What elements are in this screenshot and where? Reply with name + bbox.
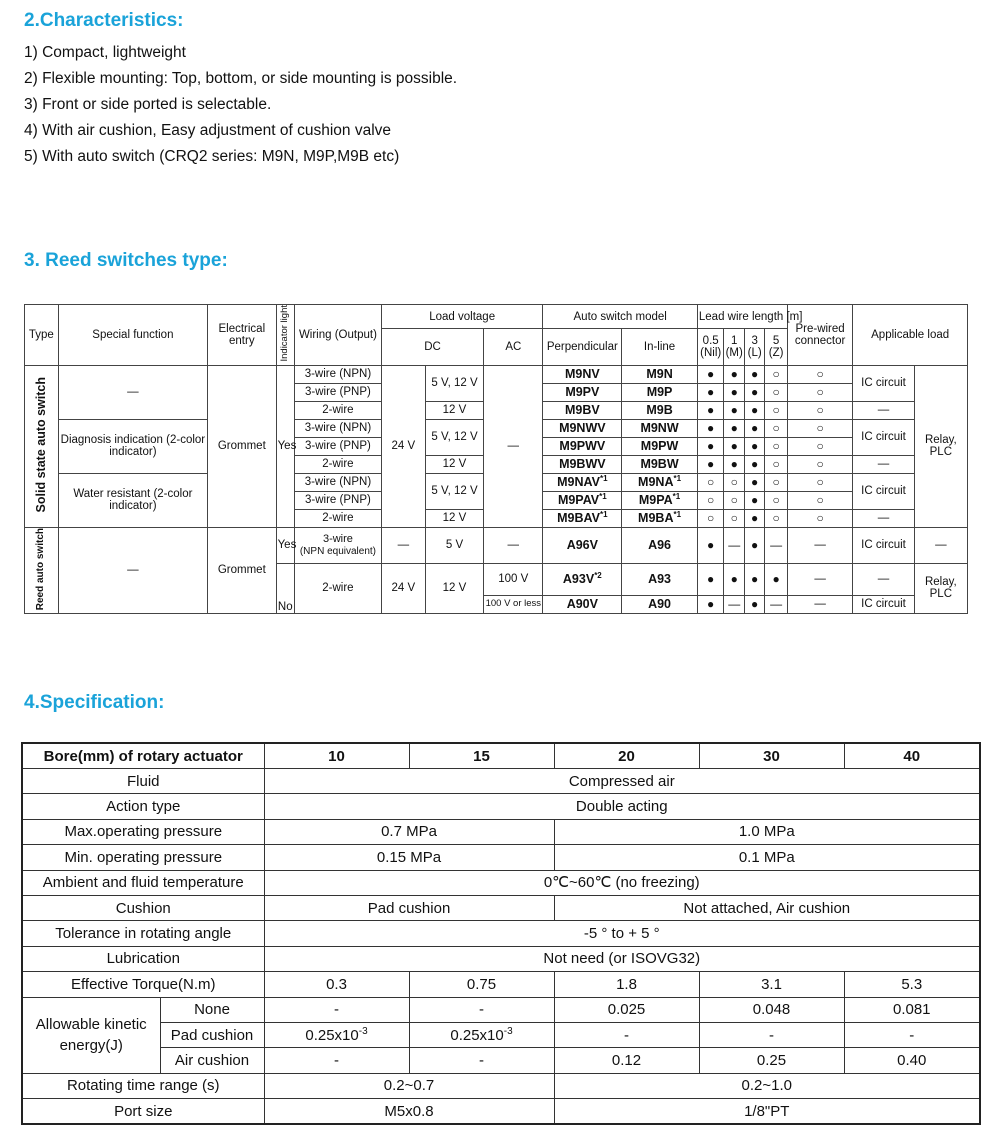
row-value: - bbox=[699, 1022, 844, 1047]
open-circle-icon: ○ bbox=[697, 509, 724, 527]
model-cell: M9NA$^{*1}$ bbox=[622, 473, 698, 491]
header-length-1: 1 (M) bbox=[724, 329, 744, 365]
filled-circle-icon: ● bbox=[697, 527, 724, 563]
header-length-5: 5 (Z) bbox=[765, 329, 787, 365]
filled-circle-icon: ● bbox=[724, 365, 744, 383]
list-item: 4) With air cushion, Easy adjustment of cushion valve bbox=[24, 122, 392, 139]
open-circle-icon: ○ bbox=[787, 473, 852, 491]
row-value: - bbox=[264, 1048, 409, 1073]
row-value: M5x0.8 bbox=[264, 1099, 554, 1125]
table-row bbox=[22, 1022, 980, 1047]
pre-wired-cell: — bbox=[787, 527, 852, 563]
table-row bbox=[22, 946, 980, 971]
dash-mark: — bbox=[765, 595, 787, 613]
row-value: 0.15 MPa bbox=[264, 845, 554, 870]
header-pre-wired: Pre-wired connector bbox=[787, 305, 852, 366]
filled-circle-icon: ● bbox=[697, 365, 724, 383]
open-circle-icon: ○ bbox=[765, 365, 787, 383]
load-cell: IC circuit bbox=[853, 419, 914, 455]
model-cell: M9PWV bbox=[543, 437, 622, 455]
wiring-cell: 2-wire bbox=[294, 401, 381, 419]
open-circle-icon: ○ bbox=[765, 509, 787, 527]
dc-sub-cell: 12 V bbox=[425, 563, 483, 613]
model-cell: A96V bbox=[543, 527, 622, 563]
row-value: 0.7 MPa bbox=[264, 819, 554, 844]
row-value: -5 ° to + 5 ° bbox=[264, 921, 980, 946]
bore-label: Bore(mm) of rotary actuator bbox=[22, 743, 264, 769]
table-row bbox=[22, 769, 980, 794]
model-cell: A90 bbox=[622, 595, 698, 613]
model-cell: M9PAV$^{*1}$ bbox=[543, 491, 622, 509]
dc-sub-cell: 5 V, 12 V bbox=[425, 365, 483, 401]
bore-value: 20 bbox=[554, 743, 699, 769]
header-load-voltage: Load voltage bbox=[381, 305, 543, 329]
filled-circle-icon: ● bbox=[724, 383, 744, 401]
indicator-cell: No bbox=[276, 563, 294, 613]
header-type: Type bbox=[25, 305, 59, 366]
model-cell: M9PV bbox=[543, 383, 622, 401]
dash-mark: — bbox=[765, 527, 787, 563]
filled-circle-icon: ● bbox=[724, 401, 744, 419]
filled-circle-icon: ● bbox=[744, 455, 764, 473]
characteristics-list bbox=[24, 40, 457, 170]
special-function-cell: — bbox=[58, 365, 207, 419]
reed-switch-label: Reed auto switch bbox=[35, 527, 47, 610]
table-row bbox=[22, 819, 980, 844]
solid-state-type-cell bbox=[25, 365, 59, 527]
table-row bbox=[22, 921, 980, 946]
row-value: 0.2~1.0 bbox=[554, 1073, 980, 1098]
row-value: 0.048 bbox=[699, 997, 844, 1022]
load-relay-cell: — bbox=[914, 527, 967, 563]
indicator-cell: Yes bbox=[276, 365, 294, 527]
open-circle-icon: ○ bbox=[787, 419, 852, 437]
row-label: Min. operating pressure bbox=[22, 845, 264, 870]
sub-row-label: Pad cushion bbox=[160, 1022, 264, 1047]
model-cell: M9N bbox=[622, 365, 698, 383]
row-value: 0.1 MPa bbox=[554, 845, 980, 870]
row-value: 0.3 bbox=[264, 972, 409, 997]
row-value: 0.12 bbox=[554, 1048, 699, 1073]
table-row bbox=[22, 845, 980, 870]
open-circle-icon: ○ bbox=[697, 473, 724, 491]
row-value: Compressed air bbox=[264, 769, 980, 794]
load-cell: IC circuit bbox=[853, 527, 914, 563]
specification-table bbox=[21, 742, 981, 1125]
wiring-cell: 2-wire bbox=[294, 509, 381, 527]
header-special-function: Special function bbox=[58, 305, 207, 366]
model-cell: $A93V^{*2}$ bbox=[543, 563, 622, 595]
bore-value: 30 bbox=[699, 743, 844, 769]
model-cell: M9BA$^{*1}$ bbox=[622, 509, 698, 527]
electrical-entry-cell: Grommet bbox=[208, 527, 277, 613]
model-cell: M9NV bbox=[543, 365, 622, 383]
filled-circle-icon: ● bbox=[744, 365, 764, 383]
row-value: 0℃~60℃ (no freezing) bbox=[264, 870, 980, 895]
open-circle-icon: ○ bbox=[765, 401, 787, 419]
specification-heading: 4.Specification: bbox=[24, 692, 165, 713]
reed-switches-heading: 3. Reed switches type: bbox=[24, 250, 228, 271]
row-label: Allowable kinetic energy(J) bbox=[22, 997, 160, 1073]
table-row bbox=[22, 895, 980, 920]
indicator-cell: Yes bbox=[276, 527, 294, 563]
row-label: Max.operating pressure bbox=[22, 819, 264, 844]
filled-circle-icon: ● bbox=[744, 437, 764, 455]
ac-cell: — bbox=[484, 365, 543, 527]
open-circle-icon: ○ bbox=[765, 383, 787, 401]
dc-voltage-cell: 24 V bbox=[381, 365, 425, 527]
filled-circle-icon: ● bbox=[744, 527, 764, 563]
row-label: Ambient and fluid temperature bbox=[22, 870, 264, 895]
filled-circle-icon: ● bbox=[697, 401, 724, 419]
row-value: - bbox=[844, 1022, 980, 1047]
model-cell: A90V bbox=[543, 595, 622, 613]
model-cell: M9B bbox=[622, 401, 698, 419]
open-circle-icon: ○ bbox=[724, 473, 744, 491]
load-cell: IC circuit bbox=[853, 365, 914, 401]
row-label: Lubrication bbox=[22, 946, 264, 971]
row-value: 1/8"PT bbox=[554, 1099, 980, 1125]
open-circle-icon: ○ bbox=[787, 455, 852, 473]
solid-state-label: Solid state auto switch bbox=[34, 376, 49, 513]
special-function-cell: Water resistant (2-color indicator) bbox=[58, 473, 207, 527]
bore-value: 15 bbox=[409, 743, 554, 769]
filled-circle-icon: ● bbox=[697, 437, 724, 455]
row-value: Not attached, Air cushion bbox=[554, 895, 980, 920]
row-label: Tolerance in rotating angle bbox=[22, 921, 264, 946]
filled-circle-icon: ● bbox=[744, 401, 764, 419]
row-label: Rotating time range (s) bbox=[22, 1073, 264, 1098]
row-value: 1.8 bbox=[554, 972, 699, 997]
row-value: 0.75 bbox=[409, 972, 554, 997]
open-circle-icon: ○ bbox=[724, 491, 744, 509]
open-circle-icon: ○ bbox=[787, 383, 852, 401]
model-cell: A93 bbox=[622, 563, 698, 595]
header-perpendicular: Perpendicular bbox=[543, 329, 622, 365]
reed-type-cell bbox=[25, 527, 59, 613]
filled-circle-icon: ● bbox=[724, 455, 744, 473]
header-length-05: 0.5 (Nil) bbox=[697, 329, 724, 365]
filled-circle-icon: ● bbox=[744, 563, 764, 595]
row-value: Double acting bbox=[264, 794, 980, 819]
dash-mark: — bbox=[724, 595, 744, 613]
filled-circle-icon: ● bbox=[744, 419, 764, 437]
filled-circle-icon: ● bbox=[697, 563, 724, 595]
table-row bbox=[22, 972, 980, 997]
dc-sub-cell: 12 V bbox=[425, 401, 483, 419]
header-lead-wire-length: Lead wire length [m] bbox=[697, 305, 787, 329]
ac-cell: 100 V bbox=[484, 563, 543, 595]
open-circle-icon: ○ bbox=[787, 509, 852, 527]
row-value: 0.25 bbox=[699, 1048, 844, 1073]
bore-value: 10 bbox=[264, 743, 409, 769]
electrical-entry-cell: Grommet bbox=[208, 365, 277, 527]
model-cell: M9NAV$^{*1}$ bbox=[543, 473, 622, 491]
ac-cell: — bbox=[484, 527, 543, 563]
special-function-cell: Diagnosis indication (2-color indicator) bbox=[58, 419, 207, 473]
open-circle-icon: ○ bbox=[765, 491, 787, 509]
header-wiring: Wiring (Output) bbox=[294, 305, 381, 366]
ac-cell: 100 V or less bbox=[484, 595, 543, 613]
model-cell: M9BW bbox=[622, 455, 698, 473]
filled-circle-icon: ● bbox=[697, 419, 724, 437]
model-cell: M9BWV bbox=[543, 455, 622, 473]
characteristics-heading: 2.Characteristics: bbox=[24, 10, 184, 31]
open-circle-icon: ○ bbox=[787, 365, 852, 383]
dc-voltage-cell: 24 V bbox=[381, 563, 425, 613]
row-label: Action type bbox=[22, 794, 264, 819]
row-value: 0.025 bbox=[554, 997, 699, 1022]
open-circle-icon: ○ bbox=[765, 455, 787, 473]
model-cell: M9PW bbox=[622, 437, 698, 455]
header-length-3: 3 (L) bbox=[744, 329, 764, 365]
header-dc: DC bbox=[381, 329, 483, 365]
model-cell: M9NWV bbox=[543, 419, 622, 437]
reed-switch-table bbox=[24, 304, 968, 614]
model-cell: M9BAV$^{*1}$ bbox=[543, 509, 622, 527]
table-row bbox=[22, 870, 980, 895]
wiring-cell: 3-wire (NPN) bbox=[294, 473, 381, 491]
row-value: 0.2~0.7 bbox=[264, 1073, 554, 1098]
dc-sub-cell: 12 V bbox=[425, 509, 483, 527]
table-row bbox=[22, 1048, 980, 1073]
filled-circle-icon: ● bbox=[724, 437, 744, 455]
load-cell: — bbox=[853, 509, 914, 527]
dc-sub-cell: 5 V, 12 V bbox=[425, 473, 483, 509]
load-cell: IC circuit bbox=[853, 473, 914, 509]
row-label: Port size bbox=[22, 1099, 264, 1125]
wiring-cell: 3-wire (NPN) bbox=[294, 419, 381, 437]
model-cell: A96 bbox=[622, 527, 698, 563]
filled-circle-icon: ● bbox=[765, 563, 787, 595]
pre-wired-cell: — bbox=[787, 563, 852, 595]
wiring-cell: 3-wire (NPN) bbox=[294, 365, 381, 383]
load-cell: IC circuit bbox=[853, 595, 914, 613]
row-value: 5.3 bbox=[844, 972, 980, 997]
row-value: - bbox=[554, 1022, 699, 1047]
model-cell: M9BV bbox=[543, 401, 622, 419]
row-value: $0.25x10^{-3}$ bbox=[409, 1022, 554, 1047]
sub-row-label: Air cushion bbox=[160, 1048, 264, 1073]
dc-voltage-cell: — bbox=[381, 527, 425, 563]
row-value: - bbox=[264, 997, 409, 1022]
filled-circle-icon: ● bbox=[697, 383, 724, 401]
pre-wired-cell: — bbox=[787, 595, 852, 613]
header-auto-switch-model: Auto switch model bbox=[543, 305, 697, 329]
open-circle-icon: ○ bbox=[697, 491, 724, 509]
wiring-cell: 3-wire (NPN equivalent) bbox=[294, 527, 381, 563]
special-function-cell: — bbox=[58, 527, 207, 613]
row-value: $0.25x10^{-3}$ bbox=[264, 1022, 409, 1047]
wiring-cell: 2-wire bbox=[294, 563, 381, 613]
filled-circle-icon: ● bbox=[744, 383, 764, 401]
filled-circle-icon: ● bbox=[724, 419, 744, 437]
list-item: 3) Front or side ported is selectable. bbox=[24, 96, 272, 113]
load-relay-cell: Relay, PLC bbox=[914, 365, 967, 527]
row-value: 0.40 bbox=[844, 1048, 980, 1073]
row-value: Pad cushion bbox=[264, 895, 554, 920]
header-electrical-entry: Electrical entry bbox=[208, 305, 277, 366]
row-value: 0.081 bbox=[844, 997, 980, 1022]
table-row bbox=[22, 743, 980, 769]
table-row bbox=[22, 997, 980, 1022]
list-item: 5) With auto switch (CRQ2 series: M9N, M9P,M9B etc) bbox=[24, 148, 400, 165]
row-label: Effective Torque(N.m) bbox=[22, 972, 264, 997]
dash-mark: — bbox=[724, 527, 744, 563]
load-cell: — bbox=[853, 563, 914, 595]
open-circle-icon: ○ bbox=[787, 437, 852, 455]
header-indicator-light bbox=[276, 305, 294, 366]
filled-circle-icon: ● bbox=[744, 509, 764, 527]
filled-circle-icon: ● bbox=[724, 563, 744, 595]
sub-row-label: None bbox=[160, 997, 264, 1022]
wiring-cell: 2-wire bbox=[294, 455, 381, 473]
load-cell: — bbox=[853, 401, 914, 419]
load-relay-cell: Relay, PLC bbox=[914, 563, 967, 613]
table-row bbox=[22, 1073, 980, 1098]
wiring-cell: 3-wire (PNP) bbox=[294, 383, 381, 401]
open-circle-icon: ○ bbox=[765, 437, 787, 455]
open-circle-icon: ○ bbox=[724, 509, 744, 527]
wiring-cell: 3-wire (PNP) bbox=[294, 437, 381, 455]
row-value: - bbox=[409, 997, 554, 1022]
table-row bbox=[22, 794, 980, 819]
header-applicable-load: Applicable load bbox=[853, 305, 968, 366]
open-circle-icon: ○ bbox=[765, 419, 787, 437]
dc-sub-cell: 5 V bbox=[425, 527, 483, 563]
dc-sub-cell: 5 V, 12 V bbox=[425, 419, 483, 455]
wiring-cell: 3-wire (PNP) bbox=[294, 491, 381, 509]
indicator-light-label: Indicator light bbox=[279, 305, 291, 362]
filled-circle-icon: ● bbox=[744, 595, 764, 613]
header-ac: AC bbox=[484, 329, 543, 365]
table-row bbox=[22, 1099, 980, 1125]
list-item: 1) Compact, lightweight bbox=[24, 44, 186, 61]
filled-circle-icon: ● bbox=[697, 455, 724, 473]
model-cell: M9NW bbox=[622, 419, 698, 437]
dc-sub-cell: 12 V bbox=[425, 455, 483, 473]
filled-circle-icon: ● bbox=[697, 595, 724, 613]
row-label: Fluid bbox=[22, 769, 264, 794]
row-value: Not need (or ISOVG32) bbox=[264, 946, 980, 971]
list-item: 2) Flexible mounting: Top, bottom, or side mounting is possible. bbox=[24, 70, 458, 87]
row-value: 1.0 MPa bbox=[554, 819, 980, 844]
row-value: - bbox=[409, 1048, 554, 1073]
open-circle-icon: ○ bbox=[787, 491, 852, 509]
model-cell: M9P bbox=[622, 383, 698, 401]
row-value: 3.1 bbox=[699, 972, 844, 997]
row-label: Cushion bbox=[22, 895, 264, 920]
bore-value: 40 bbox=[844, 743, 980, 769]
load-cell: — bbox=[853, 455, 914, 473]
open-circle-icon: ○ bbox=[787, 401, 852, 419]
filled-circle-icon: ● bbox=[744, 491, 764, 509]
model-cell: M9PA$^{*1}$ bbox=[622, 491, 698, 509]
filled-circle-icon: ● bbox=[744, 473, 764, 491]
open-circle-icon: ○ bbox=[765, 473, 787, 491]
header-in-line: In-line bbox=[622, 329, 698, 365]
